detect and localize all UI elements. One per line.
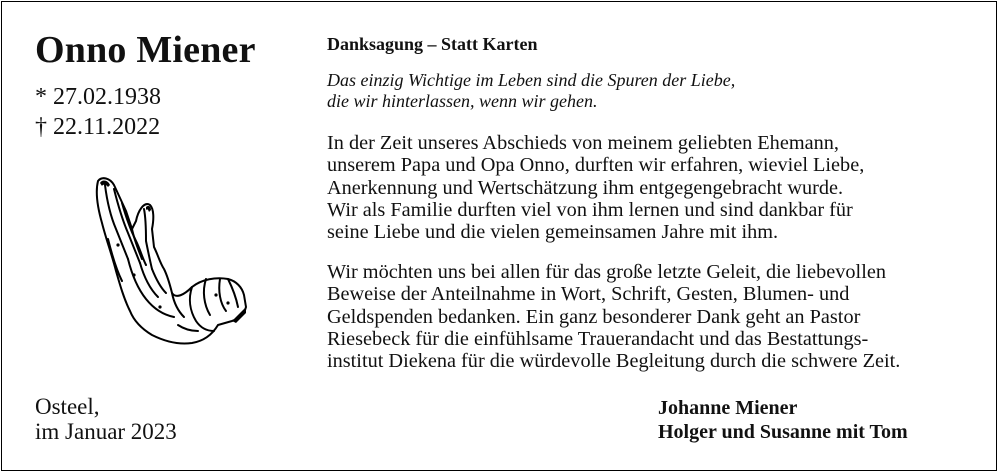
paragraph-line: Anerkennung und Wertschätzung ihm entgegengebracht wurde. [327,176,844,199]
paragraph-line: seine Liebe und die vielen gemeinsamen Jahre mit ihm. [327,221,779,244]
paragraph-line: Wir möchten uns bei allen für das große letzte Geleit, die liebevollen [327,261,886,283]
thanks-paragraph-1 [327,132,864,243]
signature-line: Holger und Susanne mit Tom [658,421,908,443]
notice-heading: Danksagung – Statt Karten [327,34,538,54]
place-line: Osteel, [35,394,100,419]
paragraph-line: Wir als Familie durften viel von ihm lernen und sind dankbar für [327,198,853,221]
paragraph-line: In der Zeit unseres Abschieds von meinem geliebten Ehemann, [327,132,839,154]
paragraph-line: institut Diekena für die würdevolle Begleitung durch die schwere Zeit. [327,350,901,373]
paragraph-line: Beweise der Anteilnahme in Wort, Schrift, Gesten, Blumen- und [327,283,850,306]
place-and-date [35,394,177,444]
signature-line: Johanne Miener [658,397,798,419]
signatures [658,396,908,444]
paragraph-line: Geldspenden bedanken. Ein ganz besonderer Dank geht an Pastor [327,305,861,328]
quote-line: Das einzig Wichtige im Leben sind die Spuren der Liebe, [327,70,736,90]
thanks-paragraph-2 [327,261,900,372]
memorial-quote [327,70,735,112]
deceased-name: Onno Miener [35,29,256,71]
quote-line: die wir hinterlassen, wenn wir gehen. [327,91,598,111]
praying-hands-icon [88,175,250,345]
paragraph-line: Riesebeck für die einfühlsame Trauerandacht und das Bestattungs- [327,327,869,350]
death-date: † 22.11.2022 [35,114,161,140]
birth-date: * 27.02.1938 [35,84,161,110]
date-line: im Januar 2023 [35,419,177,444]
paragraph-line: unserem Papa und Opa Onno, durften wir erfahren, wieviel Liebe, [327,154,865,177]
